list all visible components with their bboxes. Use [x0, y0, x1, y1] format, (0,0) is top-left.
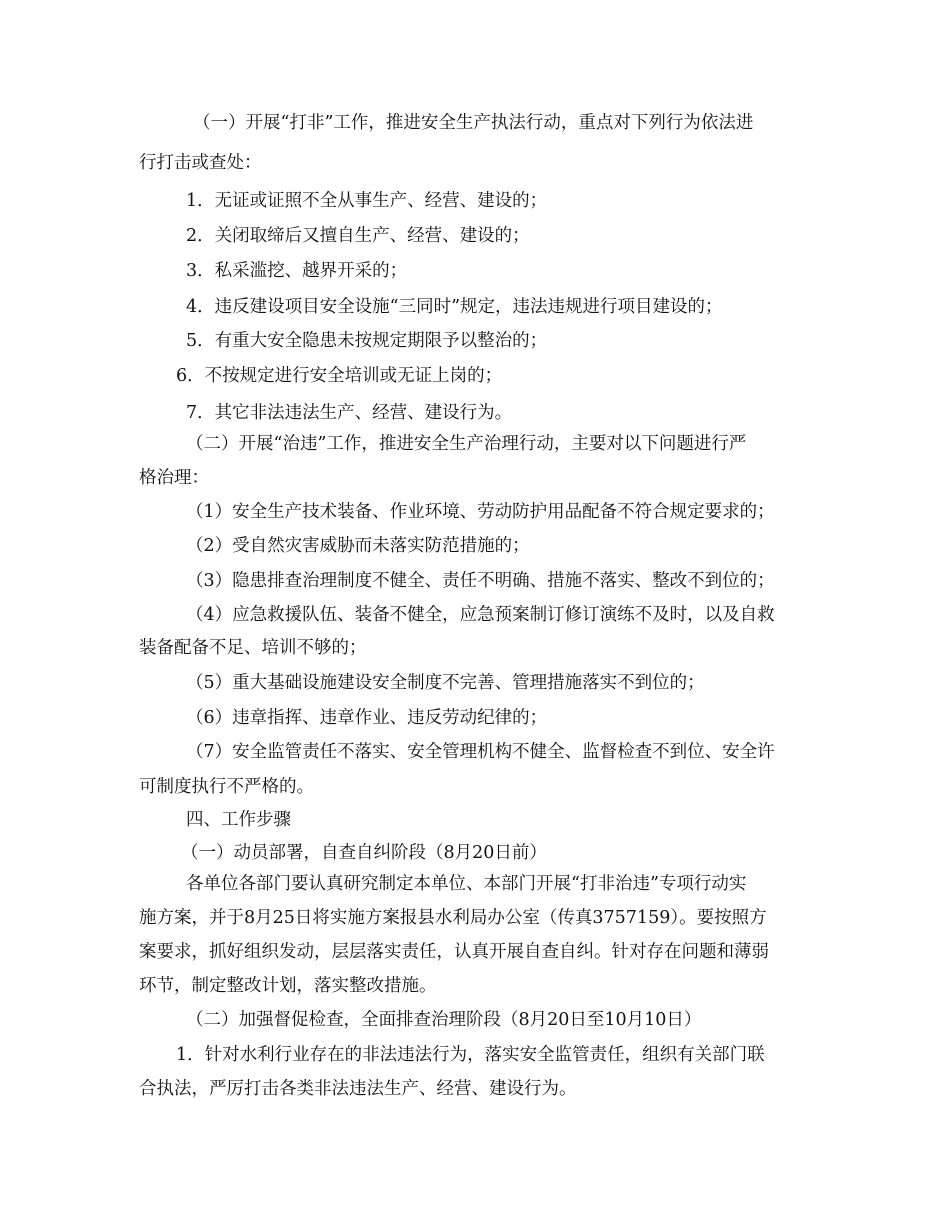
subsection-heading: （二）加强督促检查，全面排查治理阶段（8月20日至10月10日） [186, 1010, 702, 1030]
text-line: 装备配备不足、培训不够的； [139, 638, 367, 658]
list-item: （4）应急救援队伍、装备不健全，应急预案制订修订演练不及时，以及自救 [186, 605, 775, 625]
subsection-heading: （一）动员部署，自查自纠阶段（8月20日前） [181, 843, 547, 863]
list-item: 4．违反建设项目安全设施“三同时”规定，违法违规进行项目建设的； [186, 297, 723, 317]
list-item: （7）安全监管责任不落实、安全管理机构不健全、监督检查不到位、安全许 [186, 742, 775, 762]
list-item: 1．针对水利行业存在的非法违法行为，落实安全监管责任，组织有关部门联 [176, 1045, 765, 1065]
list-item: （6）违章指挥、违章作业、违反劳动纪律的； [186, 708, 548, 728]
text-line: 各单位各部门要认真研究制定本单位、本部门开展“打非治违”专项行动实 [186, 874, 747, 894]
text-line: 环节，制定整改计划，落实整改措施。 [139, 976, 437, 996]
list-item: 5．有重大安全隐患未按规定期限予以整治的； [186, 331, 548, 351]
text-line: （一）开展“打非”工作，推进安全生产执法行动，重点对下列行为依法进 [193, 113, 754, 133]
text-line: 可制度执行不严格的。 [139, 777, 314, 797]
list-item: 2．关闭取缔后又擅自生产、经营、建设的； [186, 226, 530, 246]
text-line: 案要求，抓好组织发动，层层落实责任，认真开展自查自纠。针对存在问题和薄弱 [139, 942, 769, 962]
list-item: 6．不按规定进行安全培训或无证上岗的； [176, 366, 503, 386]
list-item: （1）安全生产技术装备、作业环境、劳动防护用品配备不符合规定要求的； [186, 502, 775, 522]
list-item: （2）受自然灾害威胁而未落实防范措施的； [186, 536, 530, 556]
text-line: 格治理： [139, 468, 209, 488]
list-item: （5）重大基础设施建设安全制度不完善、管理措施落实不到位的； [186, 673, 705, 693]
list-item: 1．无证或证照不全从事生产、经营、建设的； [186, 191, 548, 211]
list-item: （3）隐患排查治理制度不健全、责任不明确、措施不落实、整改不到位的； [186, 571, 775, 591]
section-heading: 四、工作步骤 [186, 810, 291, 830]
list-item: 7．其它非法违法生产、经营、建设行为。 [186, 403, 513, 423]
text-line: 行打击或查处： [139, 153, 262, 173]
text-line: （二）开展“治违”工作，推进安全生产治理行动，主要对以下问题进行严 [186, 434, 747, 454]
list-item: 3．私采滥挖、越界开采的； [186, 261, 408, 281]
text-line: 施方案，并于8月25日将实施方案报县水利局办公室（传真3757159）。要按照方 [139, 908, 767, 928]
text-line: 合执法，严厉打击各类非法违法生产、经营、建设行为。 [139, 1079, 577, 1099]
